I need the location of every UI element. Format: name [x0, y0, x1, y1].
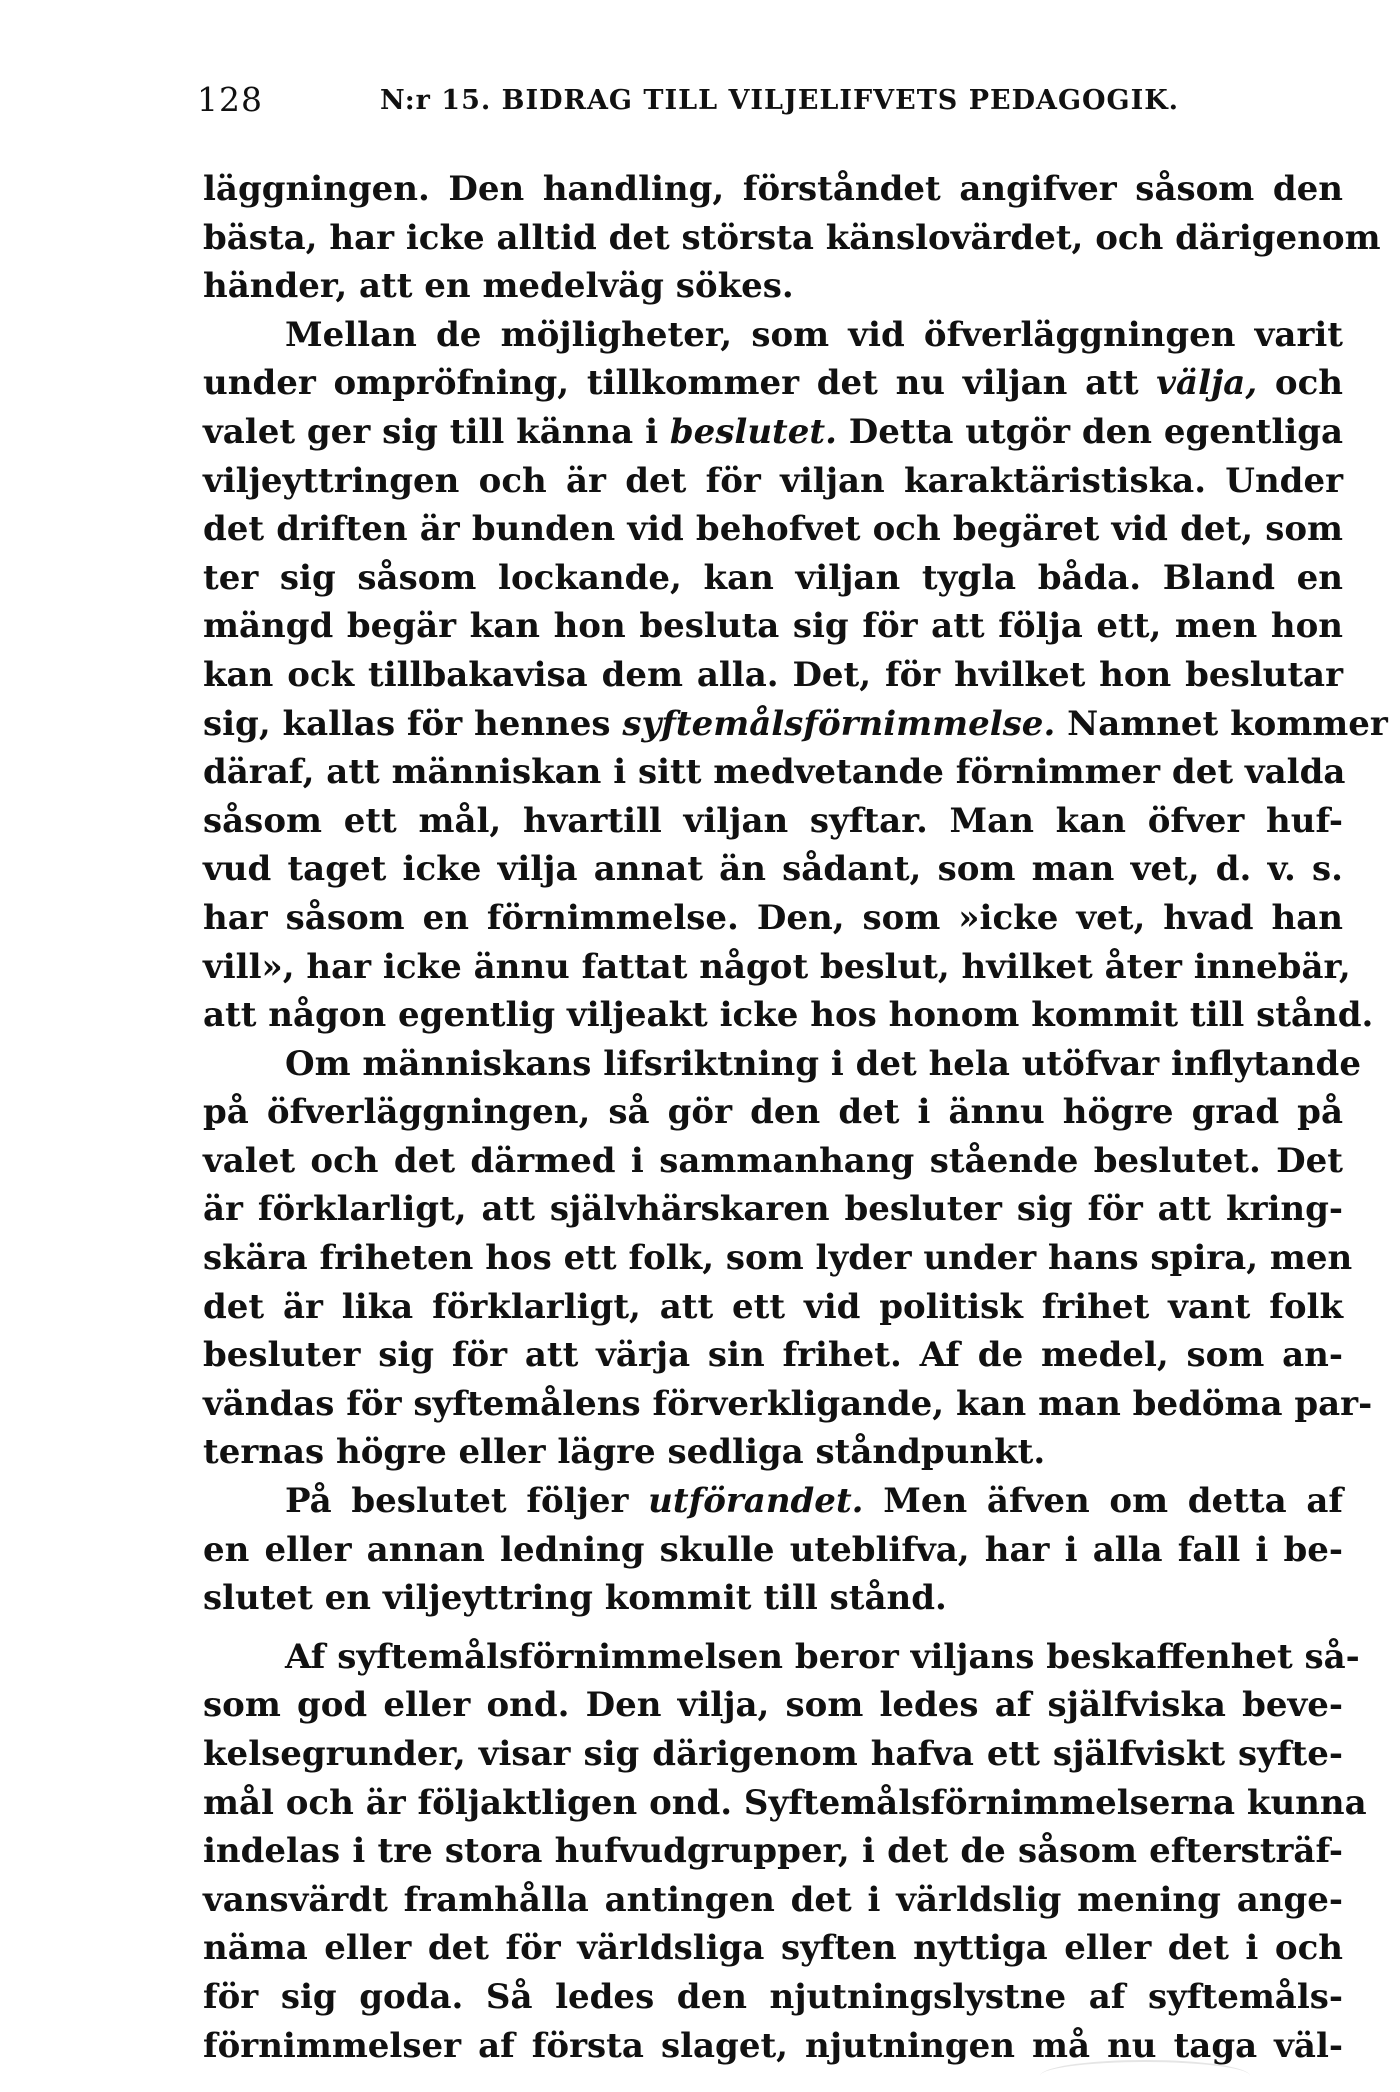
text-segment: besluter sig för att värja sin frihet. Af de medel, som an-: [203, 1335, 1343, 1376]
text-segment: händer, att en medelväg sökes.: [203, 266, 794, 307]
text-line: [203, 1973, 1343, 2022]
running-head-title: N:r 15. BIDRAG TILL VILJELIFVETS PEDAGOGIK.: [380, 85, 1180, 116]
text-line: [203, 797, 1343, 846]
text-line: [203, 359, 1343, 408]
text-line: [203, 651, 1343, 700]
text-line: [203, 214, 1381, 263]
text-line: [203, 1185, 1343, 1234]
text-segment: det driften är bunden vid behofvet och begäret vid det, som: [203, 509, 1343, 550]
text-segment: vud taget icke vilja annat än sådant, som man vet, d. v. s.: [203, 849, 1343, 890]
text-line: [203, 1827, 1343, 1876]
body-text: [203, 165, 1388, 2070]
text-segment: och: [1257, 363, 1344, 404]
text-segment: Detta utgör den egentliga: [836, 411, 1344, 452]
text-line: [203, 894, 1343, 943]
text-segment: vill», har icke ännu fattat något beslut, hvilket åter innebär,: [203, 946, 1351, 987]
emphasized-term: beslutet.: [669, 411, 837, 452]
text-segment: för sig goda. Så ledes den njutningslystne af syftemåls-: [203, 1976, 1343, 2017]
text-segment: förnimmelser af första slaget, njutningen må nu taga väl-: [203, 2025, 1343, 2066]
text-segment: bästa, har icke alltid det största känslovärdet, och därigenom: [203, 217, 1381, 258]
text-segment: är förklarligt, att självhärskaren besluter sig för att kring-: [203, 1189, 1343, 1230]
text-line: [203, 1730, 1343, 1779]
text-segment: har såsom en förnimmelse. Den, som »icke vet, hvad han: [203, 897, 1343, 938]
text-line: [203, 1779, 1367, 1828]
text-line: [203, 1283, 1343, 1332]
text-line: [203, 1574, 1343, 1623]
text-segment: under ompröfning, tillkommer det nu viljan att: [203, 363, 1157, 404]
text-segment: valet och det därmed i sammanhang stående beslutet. Det: [203, 1140, 1343, 1181]
text-segment: skära friheten hos ett folk, som lyder under hans spira, men: [203, 1238, 1353, 1279]
text-line: [203, 1428, 1343, 1477]
text-segment: valet ger sig till känna i: [203, 411, 670, 452]
text-segment: sig, kallas för hennes: [203, 703, 623, 744]
text-segment: som god eller ond. Den vilja, som ledes af själfviska beve-: [203, 1685, 1343, 1726]
text-line: [203, 700, 1388, 749]
text-line: [203, 408, 1343, 457]
text-line: [203, 943, 1351, 992]
text-line: [203, 311, 1343, 360]
text-line: [203, 1924, 1343, 1973]
text-line: [203, 1088, 1343, 1137]
text-segment: slutet en viljeyttring kommit till stånd.: [203, 1578, 947, 1619]
text-segment: viljeyttringen och är det för viljan karaktäristiska. Under: [203, 460, 1343, 501]
text-line: [203, 845, 1343, 894]
text-segment: På beslutet följer: [285, 1481, 649, 1522]
text-segment: en eller annan ledning skulle uteblifva, har i alla fall i be-: [203, 1529, 1343, 1570]
text-segment: att någon egentlig viljeakt icke hos honom kommit till stånd.: [203, 995, 1374, 1036]
text-segment: mål och är följaktligen ond. Syftemålsförnimmelserna kunna: [203, 1782, 1367, 1823]
text-line: [203, 991, 1374, 1040]
text-line: [203, 554, 1343, 603]
text-segment: vändas för syftemålens förverkligande, kan man bedöma par-: [203, 1383, 1373, 1424]
text-line: [203, 1137, 1343, 1186]
text-segment: på öfverläggningen, så gör den det i ännu högre grad på: [203, 1092, 1343, 1133]
text-line: [203, 1040, 1361, 1089]
text-line: [203, 1331, 1343, 1380]
text-line: [203, 1380, 1373, 1429]
text-segment: näma eller det för världsliga syften nyttiga eller det i och: [203, 1928, 1343, 1969]
text-segment: läggningen. Den handling, förståndet angifver såsom den: [203, 169, 1343, 209]
emphasized-term: syftemålsförnimmelse.: [622, 703, 1056, 744]
text-line: [203, 165, 1343, 214]
text-segment: Om människans lifsriktning i det hela utöfvar inflytande: [285, 1043, 1361, 1084]
text-segment: ternas högre eller lägre sedliga ståndpunkt.: [203, 1432, 1046, 1473]
text-segment: såsom ett mål, hvartill viljan syftar. Man kan öfver huf-: [203, 800, 1343, 841]
text-segment: däraf, att människan i sitt medvetande förnimmer det valda: [203, 752, 1346, 793]
text-line: [203, 505, 1343, 554]
text-line: [203, 457, 1343, 506]
text-line: [203, 262, 1343, 311]
text-line: [203, 1477, 1343, 1526]
scan-artifact: [1040, 2060, 1250, 2092]
text-line: [203, 748, 1346, 797]
text-segment: Namnet kommer: [1055, 703, 1388, 744]
text-segment: det är lika förklarligt, att ett vid politisk frihet vant folk: [203, 1286, 1343, 1327]
text-segment: Af syftemålsförnimmelsen beror viljans beskaffenhet så-: [285, 1636, 1360, 1677]
text-line: [203, 602, 1343, 651]
page-number: 128: [197, 80, 263, 119]
text-line: [203, 1633, 1360, 1682]
running-head: [197, 80, 1207, 124]
text-segment: mängd begär kan hon besluta sig för att följa ett, men hon: [203, 606, 1343, 647]
text-segment: kan ock tillbakavisa dem alla. Det, för hvilket hon beslutar: [203, 654, 1343, 695]
text-segment: vansvärdt framhålla antingen det i världslig mening ange-: [203, 1879, 1343, 1920]
text-segment: ter sig såsom lockande, kan viljan tygla båda. Bland en: [203, 557, 1343, 598]
text-line: [203, 1234, 1353, 1283]
text-segment: kelsegrunder, visar sig därigenom hafva ett själfviskt syfte-: [203, 1734, 1343, 1774]
emphasized-term: välja,: [1156, 363, 1258, 404]
text-line: [203, 1526, 1343, 1575]
text-line: [203, 1681, 1343, 1730]
emphasized-term: utförandet.: [648, 1481, 864, 1522]
text-segment: Men äfven om detta af: [863, 1481, 1343, 1522]
text-line: [203, 1876, 1343, 1925]
text-segment: indelas i tre stora hufvudgrupper, i det de såsom eftersträf-: [203, 1831, 1343, 1872]
text-segment: Mellan de möjligheter, som vid öfverläggningen varit: [285, 314, 1343, 355]
